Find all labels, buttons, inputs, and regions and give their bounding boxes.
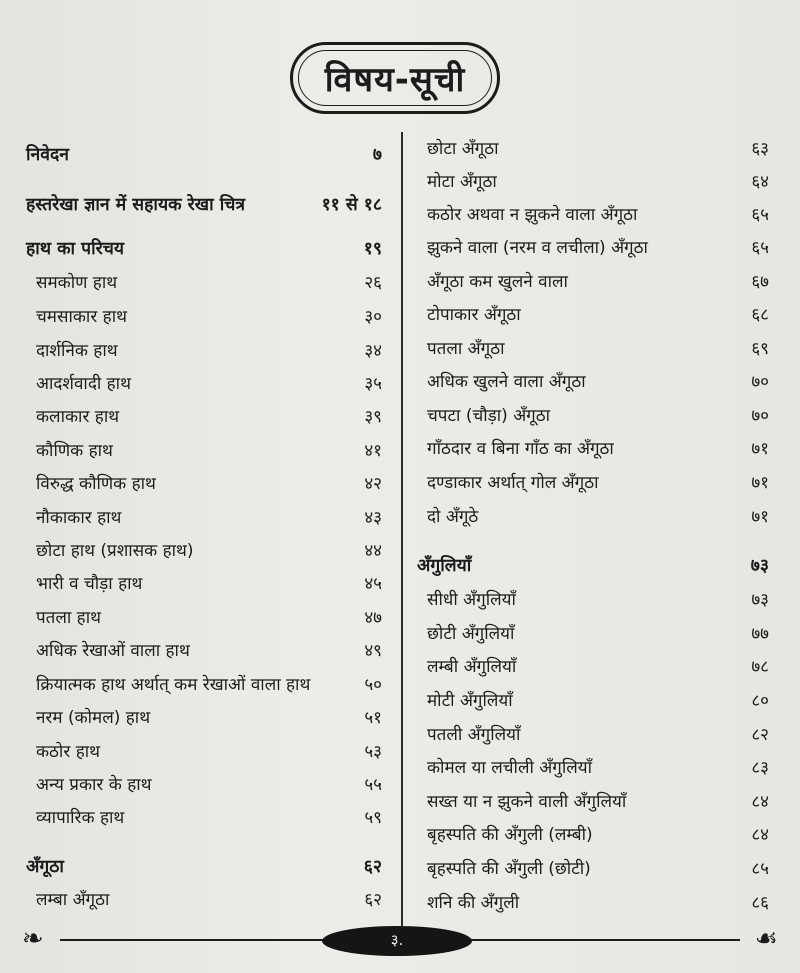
toc-entry-page: ६२ — [363, 857, 382, 877]
toc-entry-page: ५५ — [364, 775, 382, 795]
toc-entry — [417, 401, 769, 431]
toc-entry — [26, 402, 382, 432]
toc-entry-label: अँगूठा कम खुलने वाला — [427, 272, 568, 292]
toc-entry-page: ५१ — [364, 708, 382, 728]
toc-entry-label: शनि की अँगुली — [427, 893, 520, 913]
toc-entry — [417, 720, 769, 750]
toc-entry-page: ४५ — [364, 574, 382, 594]
toc-entry-label: टोपाकार अँगूठा — [427, 305, 521, 325]
toc-entry — [417, 367, 769, 397]
toc-entry — [26, 569, 382, 599]
toc-entry-label: अधिक रेखाओं वाला हाथ — [36, 641, 190, 661]
toc-entry — [417, 585, 769, 615]
toc-entry-label: पतला अँगूठा — [427, 339, 505, 359]
toc-entry — [26, 670, 382, 700]
toc-entry-label: बृहस्पति की अँगुली (छोटी) — [427, 859, 591, 879]
toc-entry-label: चपटा (चौड़ा) अँगूठा — [427, 406, 551, 426]
toc-entry — [26, 503, 382, 533]
toc-entry-page: ४७ — [364, 608, 382, 628]
toc-entry-page: ११ से १८ — [321, 195, 382, 215]
toc-entry-label: छोटी अँगुलियाँ — [427, 624, 515, 644]
toc-entry-page: ७८ — [751, 657, 769, 677]
toc-entry-label: दण्डाकार अर्थात् गोल अँगूठा — [427, 473, 599, 493]
toc-entry — [417, 787, 769, 817]
toc-entry — [26, 803, 382, 833]
toc-entry — [417, 200, 769, 230]
toc-entry — [417, 434, 769, 464]
toc-entry-label: सख्त या न झुकने वाली अँगुलियाँ — [427, 792, 627, 812]
toc-entry-page: ७७ — [751, 624, 769, 644]
toc-entry-page: ४३ — [364, 508, 382, 528]
toc-entry — [26, 603, 382, 633]
toc-entry-page: ७३ — [751, 590, 769, 610]
toc-entry-label: छोटा हाथ (प्रशासक हाथ) — [36, 541, 194, 561]
toc-entry-page: ८२ — [751, 725, 769, 745]
toc-entry-label: सीधी अँगुलियाँ — [427, 590, 516, 610]
toc-entry-page: ८३ — [751, 758, 769, 778]
toc-entry-label: आदर्शवादी हाथ — [36, 374, 131, 394]
toc-entry-page: ६८ — [751, 305, 769, 325]
toc-entry-label: नौकाकार हाथ — [36, 508, 122, 528]
toc-entry-label: लम्बी अँगुलियाँ — [427, 657, 517, 677]
toc-entry — [417, 468, 769, 498]
toc-entry-label: मोटी अँगुलियाँ — [427, 691, 513, 711]
left-ornament-icon: ❧ — [22, 924, 44, 954]
toc-entry-label: कठोर अथवा न झुकने वाला अँगूठा — [427, 205, 638, 225]
toc-entry — [417, 300, 769, 330]
toc-section-heading — [26, 852, 382, 882]
toc-entry — [417, 686, 769, 716]
toc-entry-label: लम्बा अँगूठा — [36, 890, 110, 910]
toc-entry-label: अन्य प्रकार के हाथ — [36, 775, 152, 795]
page-number-badge — [322, 926, 472, 956]
toc-entry-page: ८४ — [751, 792, 769, 812]
toc-entry-label: अँगुलियाँ — [417, 556, 472, 576]
toc-entry-page: ३५ — [364, 374, 382, 394]
toc-entry-label: हस्तरेखा ज्ञान में सहायक रेखा चित्र — [26, 195, 246, 215]
toc-entry-page: ७३ — [750, 556, 769, 576]
toc-entry — [26, 737, 382, 767]
toc-entry-page: ३० — [364, 307, 382, 327]
toc-entry-label: हाथ का परिचय — [26, 239, 125, 259]
toc-entry-page: ६९ — [751, 339, 769, 359]
toc-entry-page: ६३ — [751, 139, 769, 159]
toc-entry-label: पतली अँगुलियाँ — [427, 725, 521, 745]
toc-entry — [417, 753, 769, 783]
toc-entry-label: दो अँगूठे — [427, 507, 479, 527]
toc-entry-label: क्रियात्मक हाथ अर्थात् कम रेखाओं वाला हाथ — [36, 675, 311, 695]
toc-entry — [26, 436, 382, 466]
toc-entry-label: भारी व चौड़ा हाथ — [36, 574, 143, 594]
toc-entry-page: १९ — [363, 239, 382, 259]
toc-entry-page: ६५ — [751, 205, 769, 225]
toc-entry — [26, 770, 382, 800]
toc-entry — [417, 134, 769, 164]
toc-entry-page: ५९ — [364, 808, 382, 828]
toc-entry-page: ८६ — [751, 893, 769, 913]
toc-entry — [26, 885, 382, 915]
toc-entry-label: दार्शनिक हाथ — [36, 341, 118, 361]
toc-entry-label: चमसाकार हाथ — [36, 307, 127, 327]
toc-entry — [26, 636, 382, 666]
toc-entry-page: ६७ — [751, 272, 769, 292]
toc-entry-label: मोटा अँगूठा — [427, 172, 497, 192]
toc-entry-page: ५३ — [364, 742, 382, 762]
toc-entry — [417, 820, 769, 850]
toc-entry — [26, 336, 382, 366]
toc-entry — [26, 469, 382, 499]
toc-entry — [26, 268, 382, 298]
toc-entry-page: ३९ — [364, 407, 382, 427]
toc-entry-page: ८५ — [751, 859, 769, 879]
toc-entry-page: ४४ — [364, 541, 382, 561]
toc-entry-label: विरुद्ध कौणिक हाथ — [36, 474, 156, 494]
toc-entry-label: गाँठदार व बिना गाँठ का अँगूठा — [427, 439, 614, 459]
page-title: विषय-सूची — [324, 60, 466, 100]
toc-entry-page: ६४ — [751, 172, 769, 192]
toc-section-heading — [417, 551, 769, 581]
toc-section-heading — [26, 190, 382, 220]
toc-entry — [26, 369, 382, 399]
toc-entry-page: ६५ — [751, 238, 769, 258]
toc-entry-label: बृहस्पति की अँगुली (लम्बी) — [427, 825, 593, 845]
toc-entry-page: ७१ — [751, 473, 769, 493]
toc-entry-page: ३४ — [364, 341, 382, 361]
toc-entry-label: पतला हाथ — [36, 608, 101, 628]
toc-entry — [26, 703, 382, 733]
toc-entry-label: अधिक खुलने वाला अँगूठा — [427, 372, 586, 392]
toc-entry-page: ८४ — [751, 825, 769, 845]
toc-entry — [26, 302, 382, 332]
toc-entry — [417, 854, 769, 884]
toc-entry-page: ७ — [372, 145, 382, 165]
toc-entry — [417, 267, 769, 297]
title-frame — [290, 42, 500, 114]
toc-entry-label: कौणिक हाथ — [36, 441, 113, 461]
toc-entry — [417, 334, 769, 364]
toc-entry-label: कठोर हाथ — [36, 742, 100, 762]
toc-entry-page: ७१ — [751, 439, 769, 459]
toc-entry-page: ६२ — [364, 890, 382, 910]
toc-entry — [417, 652, 769, 682]
toc-entry — [417, 167, 769, 197]
toc-entry-page: ८० — [751, 691, 769, 711]
toc-entry-page: ४२ — [364, 474, 382, 494]
toc-entry — [417, 888, 769, 918]
toc-entry-page: २६ — [364, 273, 382, 293]
toc-entry-label: नरम (कोमल) हाथ — [36, 708, 151, 728]
toc-entry — [417, 233, 769, 263]
toc-entry-label: छोटा अँगूठा — [427, 139, 499, 159]
toc-entry-label: अँगूठा — [26, 857, 64, 877]
toc-entry — [26, 536, 382, 566]
toc-entry — [417, 502, 769, 532]
page-number: ३. — [390, 931, 404, 949]
toc-entry-page: ७१ — [751, 507, 769, 527]
toc-entry — [417, 619, 769, 649]
toc-entry-label: समकोण हाथ — [36, 273, 118, 293]
toc-entry-label: कोमल या लचीली अँगुलियाँ — [427, 758, 593, 778]
toc-section-heading — [26, 140, 382, 170]
toc-entry-label: झुकने वाला (नरम व लचीला) अँगूठा — [427, 238, 648, 258]
right-ornament-icon: ☙ — [754, 924, 778, 954]
toc-section-heading — [26, 234, 382, 264]
toc-entry-page: ७० — [751, 372, 769, 392]
toc-entry-page: ४९ — [364, 641, 382, 661]
toc-entry-label: कलाकार हाथ — [36, 407, 120, 427]
column-divider — [401, 132, 403, 927]
toc-entry-page: ७० — [751, 406, 769, 426]
toc-entry-label: व्यापारिक हाथ — [36, 808, 125, 828]
toc-entry-page: ४१ — [364, 441, 382, 461]
toc-entry-page: ५० — [364, 675, 382, 695]
toc-entry-label: निवेदन — [26, 145, 69, 165]
